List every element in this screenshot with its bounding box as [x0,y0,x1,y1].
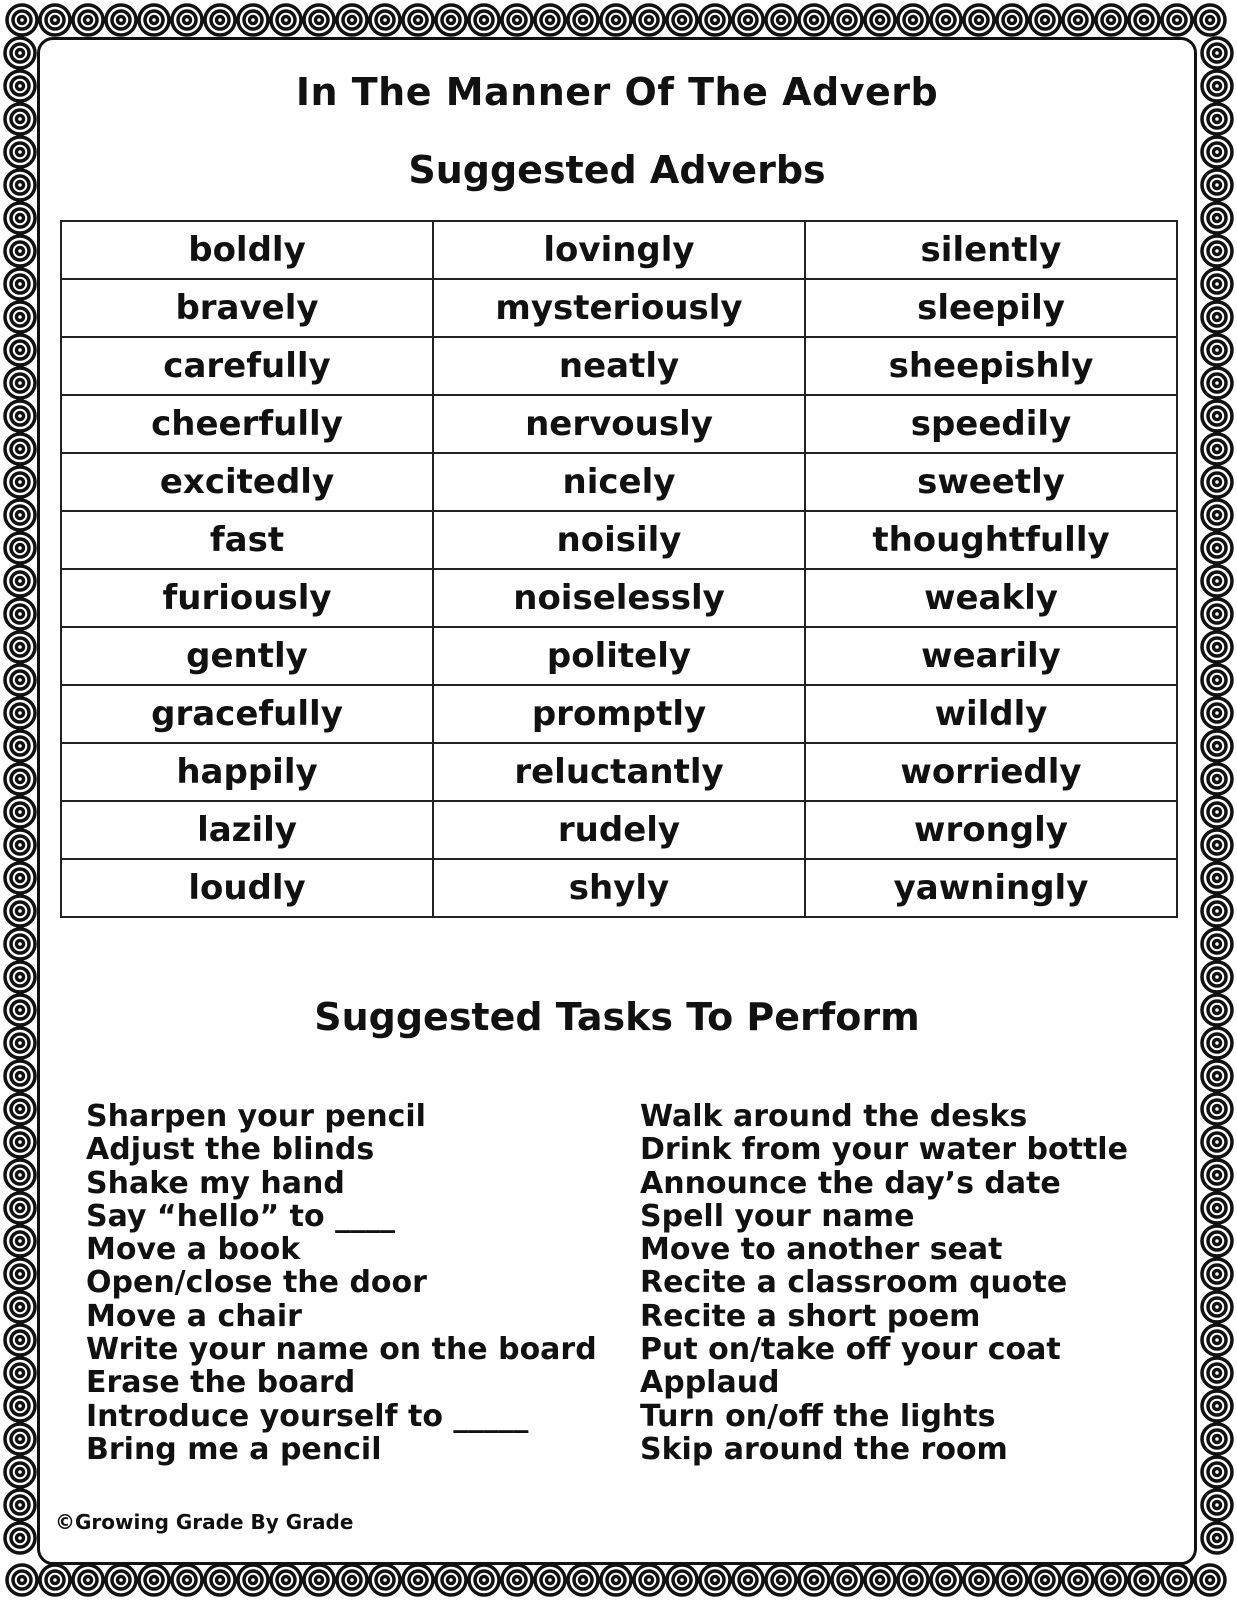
swirl-ornament [5,1259,35,1289]
adverb-cell: happily [61,743,433,801]
swirl-ornament [1202,269,1232,299]
swirl-ornament [1202,1523,1232,1553]
swirl-ornament [601,5,631,35]
swirl-ornament [1202,401,1232,431]
swirl-ornament [271,5,301,35]
swirl-ornament [5,1127,35,1157]
swirl-ornament [997,5,1027,35]
swirl-ornament [5,401,35,431]
swirl-ornament [1202,137,1232,167]
swirl-ornament [5,764,35,794]
swirl-ornament [5,500,35,530]
swirl-ornament [865,5,895,35]
adverb-cell: boldly [61,221,433,279]
adverb-cell: cheerfully [61,395,433,453]
swirl-ornament [964,5,994,35]
swirl-ornament [1202,533,1232,563]
swirl-ornament [5,896,35,926]
swirl-ornament [40,5,70,35]
swirl-ornament [1202,1094,1232,1124]
swirl-ornament [1202,1424,1232,1454]
adverb-cell: sleepily [805,279,1177,337]
task-item: Move to another seat [640,1232,1003,1268]
adverb-cell: lovingly [433,221,805,279]
task-item: Walk around the desks [640,1099,1028,1134]
task-item: Spell your name [640,1198,915,1234]
swirl-ornament [634,1565,664,1595]
swirl-ornament [7,1565,37,1595]
table-row [61,743,1177,801]
swirl-ornament [337,5,367,35]
adverb-cell: wearily [805,627,1177,685]
swirl-ornament [832,1565,862,1595]
swirl-ornament [1162,5,1192,35]
swirl-ornament [403,1565,433,1595]
adverb-cell: wrongly [805,801,1177,859]
swirl-ornament [5,104,35,134]
swirl-ornament [1202,665,1232,695]
swirl-ornament [5,599,35,629]
swirl-ornament [5,1160,35,1190]
swirl-ornament [1202,797,1232,827]
swirl-ornament [1202,1259,1232,1289]
swirl-ornament [1202,170,1232,200]
swirl-ornament [5,665,35,695]
adverb-cell: weakly [805,569,1177,627]
task-item: Move a chair [86,1298,302,1334]
task-item: Applaud [640,1365,780,1401]
swirl-ornament [1202,599,1232,629]
task-item: Erase the board [86,1365,356,1401]
task-item: Open/close the door [86,1265,427,1301]
swirl-ornament [964,1565,994,1595]
swirl-ornament [1202,1127,1232,1157]
swirl-ornament [667,5,697,35]
swirl-ornament [5,1358,35,1388]
swirl-ornament [568,1565,598,1595]
swirl-ornament [766,1565,796,1595]
swirl-ornament [1202,1391,1232,1421]
table-row [61,569,1177,627]
swirl-ornament [5,302,35,332]
adverb-cell: noiselessly [433,569,805,627]
task-item: Say “hello” to ____ [86,1198,396,1234]
swirl-ornament [436,5,466,35]
swirl-ornament [1202,566,1232,596]
swirl-ornament [997,1565,1027,1595]
task-item: Adjust the blinds [86,1132,375,1168]
swirl-ornament [1202,368,1232,398]
swirl-ornament [5,368,35,398]
swirl-ornament [139,1565,169,1595]
table-row [61,511,1177,569]
swirl-ornament [1063,1565,1093,1595]
swirl-ornament [469,5,499,35]
swirl-ornament [1162,1565,1192,1595]
swirl-ornament [1202,830,1232,860]
adverb-cell: silently [805,221,1177,279]
adverb-cell: yawningly [805,859,1177,917]
task-item: Bring me a pencil [86,1431,382,1467]
swirl-ornament [436,1565,466,1595]
task-item: Move a book [86,1232,301,1268]
adverb-cell: lazily [61,801,433,859]
swirl-ornament [1202,467,1232,497]
swirl-ornament [304,1565,334,1595]
adverb-cell: sheepishly [805,337,1177,395]
swirl-ornament [1202,203,1232,233]
swirl-ornament [1202,1028,1232,1058]
swirl-ornament [799,5,829,35]
swirl-ornament [1202,632,1232,662]
swirl-ornament [1030,5,1060,35]
swirl-ornament [5,1094,35,1124]
worksheet-page [37,37,1197,1565]
swirl-ornament [1202,1226,1232,1256]
swirl-ornament [1063,5,1093,35]
swirl-ornament [931,1565,961,1595]
swirl-ornament [5,236,35,266]
task-item: Sharpen your pencil [86,1099,426,1134]
swirl-ornament [1202,1160,1232,1190]
task-item: Put on/take off your coat [640,1332,1061,1368]
adverb-cell: neatly [433,337,805,395]
swirl-ornament [5,1292,35,1322]
adverb-cell: noisily [433,511,805,569]
swirl-ornament [1202,1061,1232,1091]
swirl-ornament [5,335,35,365]
adverb-cell: fast [61,511,433,569]
swirl-ornament [1202,896,1232,926]
swirl-ornament [1129,1565,1159,1595]
swirl-ornament [403,5,433,35]
swirl-ornament [5,995,35,1025]
table-row [61,221,1177,279]
swirl-ornament [535,5,565,35]
tasks-left-list [86,1100,597,1466]
swirl-ornament [271,1565,301,1595]
swirl-ornament [5,1028,35,1058]
swirl-ornament [5,962,35,992]
swirl-ornament [1202,1292,1232,1322]
adverb-cell: sweetly [805,453,1177,511]
page-title: In The Manner Of The Adverb [295,70,939,114]
adverb-cell: gently [61,627,433,685]
swirl-ornament [238,1565,268,1595]
swirl-ornament [1202,104,1232,134]
task-item: Skip around the room [640,1431,1008,1467]
table-row [61,453,1177,511]
adverb-cell: promptly [433,685,805,743]
swirl-ornament [898,1565,928,1595]
swirl-ornament [5,830,35,860]
swirl-ornament [5,1424,35,1454]
table-row [61,627,1177,685]
swirl-ornament [139,5,169,35]
swirl-ornament [1202,38,1232,68]
swirl-ornament [1202,962,1232,992]
swirl-ornament [1202,698,1232,728]
copyright-note: ©Growing Grade By Grade [55,1510,354,1534]
swirl-ornament [106,1565,136,1595]
swirl-ornament [766,5,796,35]
swirl-ornament [5,170,35,200]
swirl-ornament [1202,1193,1232,1223]
swirl-ornament [205,1565,235,1595]
tasks-heading: Suggested Tasks To Perform [314,995,920,1039]
swirl-ornament [5,632,35,662]
adverb-cell: loudly [61,859,433,917]
swirl-ornament [898,5,928,35]
adverb-cell: excitedly [61,453,433,511]
adverb-cell: speedily [805,395,1177,453]
swirl-ornament [1202,1490,1232,1520]
swirl-ornament [1202,236,1232,266]
swirl-ornament [568,5,598,35]
adverbs-table [60,220,1178,918]
table-row [61,279,1177,337]
swirl-ornament [1202,71,1232,101]
adverb-cell: worriedly [805,743,1177,801]
table-row [61,685,1177,743]
swirl-ornament [1202,1358,1232,1388]
swirl-ornament [700,5,730,35]
task-item: Drink from your water bottle [640,1132,1128,1168]
table-row [61,395,1177,453]
swirl-ornament [1202,1457,1232,1487]
swirl-ornament [1129,5,1159,35]
swirl-ornament [1202,302,1232,332]
swirl-ornament [304,5,334,35]
adverb-cell: thoughtfully [805,511,1177,569]
swirl-ornament [535,1565,565,1595]
adverb-cell: nicely [433,453,805,511]
swirl-ornament [1202,995,1232,1025]
swirl-ornament [5,731,35,761]
swirl-ornament [1202,731,1232,761]
swirl-ornament [502,1565,532,1595]
swirl-ornament [5,863,35,893]
swirl-ornament [832,5,862,35]
swirl-ornament [106,5,136,35]
swirl-ornament [5,566,35,596]
swirl-ornament [172,5,202,35]
swirl-ornament [238,5,268,35]
adverb-cell: rudely [433,801,805,859]
swirl-ornament [73,1565,103,1595]
swirl-ornament [5,698,35,728]
swirl-ornament [205,5,235,35]
swirl-ornament [1096,1565,1126,1595]
swirl-ornament [5,929,35,959]
adverbs-heading: Suggested Adverbs [408,148,826,192]
swirl-ornament [5,1061,35,1091]
adverb-cell: bravely [61,279,433,337]
swirl-ornament [7,5,37,35]
swirl-ornament [5,434,35,464]
swirl-ornament [799,1565,829,1595]
swirl-ornament [370,5,400,35]
swirl-ornament [601,1565,631,1595]
swirl-ornament [5,1391,35,1421]
swirl-ornament [5,467,35,497]
adverb-cell: furiously [61,569,433,627]
swirl-ornament [1030,1565,1060,1595]
swirl-ornament [5,1193,35,1223]
swirl-ornament [5,533,35,563]
swirl-ornament [1096,5,1126,35]
swirl-ornament [5,1325,35,1355]
swirl-ornament [5,1226,35,1256]
swirl-ornament [5,137,35,167]
adverb-cell: wildly [805,685,1177,743]
swirl-ornament [73,5,103,35]
swirl-ornament [700,1565,730,1595]
table-row [61,859,1177,917]
swirl-ornament [172,1565,202,1595]
swirl-ornament [5,1457,35,1487]
task-item: Introduce yourself to _____ [86,1398,529,1434]
swirl-ornament [1195,5,1225,35]
swirl-ornament [1202,1325,1232,1355]
swirl-ornament [1202,764,1232,794]
swirl-ornament [469,1565,499,1595]
swirl-ornament [1195,1565,1225,1595]
swirl-ornament [1202,929,1232,959]
adverb-cell: shyly [433,859,805,917]
tasks-right-list [640,1100,1128,1466]
task-item: Write your name on the board [86,1332,597,1368]
swirl-ornament [5,1523,35,1553]
swirl-ornament [40,1565,70,1595]
task-item: Announce the day’s date [640,1165,1061,1201]
swirl-ornament [1202,500,1232,530]
swirl-ornament [1202,434,1232,464]
adverb-cell: carefully [61,337,433,395]
swirl-ornament [5,38,35,68]
swirl-ornament [1202,335,1232,365]
swirl-ornament [370,1565,400,1595]
task-item: Turn on/off the lights [640,1398,996,1434]
swirl-ornament [5,797,35,827]
adverb-cell: politely [433,627,805,685]
adverb-cell: gracefully [61,685,433,743]
swirl-ornament [5,1490,35,1520]
table-row [61,337,1177,395]
swirl-ornament [337,1565,367,1595]
swirl-ornament [865,1565,895,1595]
swirl-ornament [5,269,35,299]
swirl-ornament [667,1565,697,1595]
swirl-ornament [733,1565,763,1595]
adverb-cell: reluctantly [433,743,805,801]
task-item: Shake my hand [86,1165,345,1201]
swirl-ornament [5,71,35,101]
adverb-cell: nervously [433,395,805,453]
task-item: Recite a short poem [640,1298,981,1334]
adverb-cell: mysteriously [433,279,805,337]
table-row [61,801,1177,859]
swirl-ornament [634,5,664,35]
swirl-ornament [733,5,763,35]
swirl-ornament [1202,863,1232,893]
swirl-ornament [5,203,35,233]
swirl-ornament [502,5,532,35]
task-item: Recite a classroom quote [640,1265,1068,1301]
swirl-ornament [931,5,961,35]
